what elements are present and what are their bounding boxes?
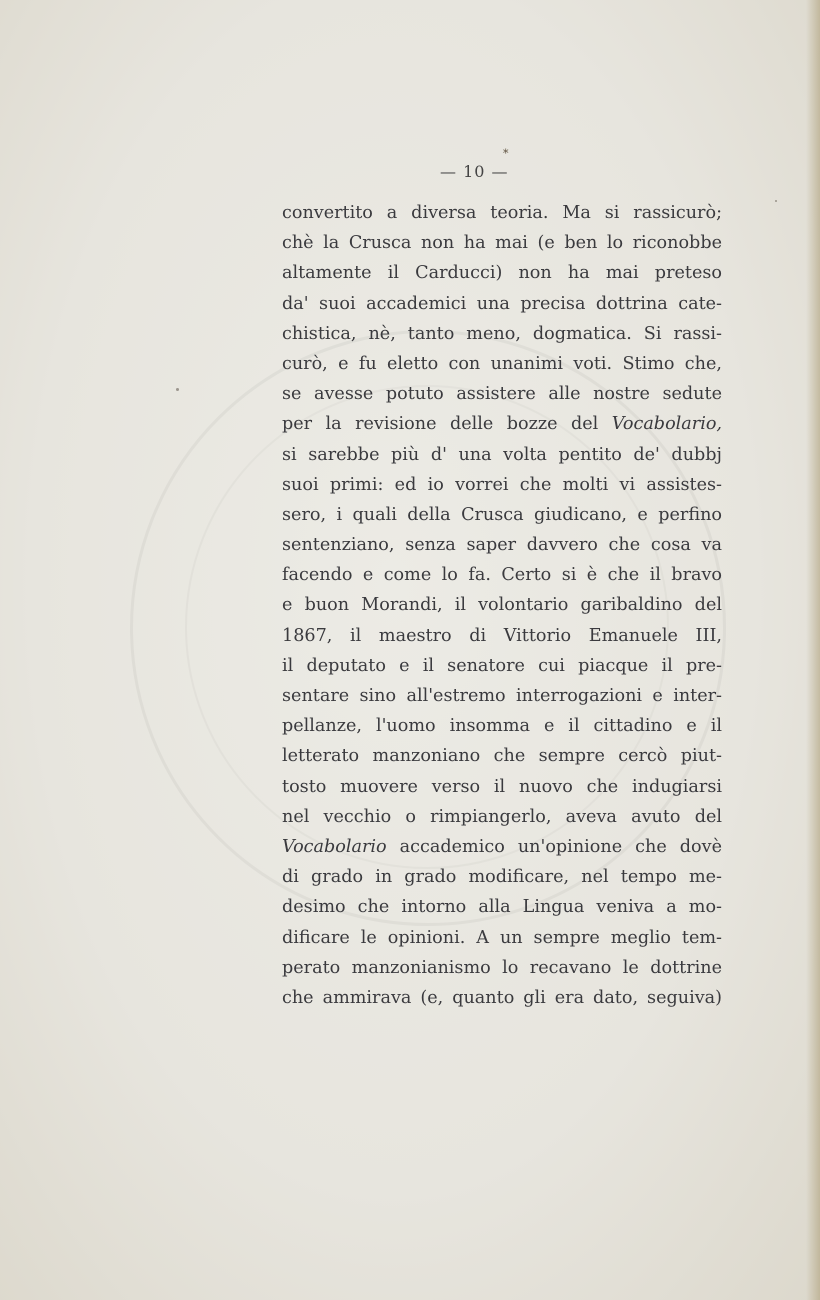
- text-line: [282, 681, 722, 711]
- text-line: [282, 923, 722, 953]
- text-fragment: di grado in grado modificare, nel tempo me-: [282, 867, 722, 888]
- text-fragment: convertito a diversa teoria. Ma si rassicurò;: [282, 203, 722, 223]
- text-line: [282, 198, 722, 228]
- text-line: [282, 892, 722, 922]
- text-fragment: che ammirava (e, quanto gli era dato, seguiva): [282, 987, 722, 1008]
- text-line: [282, 802, 722, 832]
- text-line: [282, 349, 722, 379]
- text-fragment: chistica, nè, tanto meno, dogmatica. Si rassi-: [282, 323, 722, 344]
- page-edge-shadow: [806, 0, 820, 1300]
- text-line: [282, 319, 722, 349]
- text-line: [282, 711, 722, 741]
- text-line: [282, 862, 722, 892]
- paper-speck: [775, 200, 777, 202]
- text-line: [282, 983, 722, 1013]
- text-fragment: pellanze, l'uomo insomma e il cittadino e il: [282, 716, 722, 737]
- text-line: [282, 470, 722, 500]
- body-text: [282, 198, 722, 1013]
- page-number: — 10 —: [440, 162, 509, 181]
- text-line: [282, 530, 722, 560]
- text-fragment: e buon Morandi, il volontario garibaldino del: [282, 595, 722, 616]
- text-line: [282, 379, 722, 409]
- text-line: [282, 258, 722, 288]
- text-fragment: nel vecchio o rimpiangerlo, aveva avuto del: [282, 806, 722, 827]
- text-fragment: 1867, il maestro di Vittorio Emanuele III,: [282, 625, 722, 646]
- paper-speck: [176, 388, 179, 391]
- text-fragment: accademico un'opinione che dovè: [386, 836, 722, 857]
- text-line: [282, 560, 722, 590]
- text-line: [282, 500, 722, 530]
- text-line: [282, 289, 722, 319]
- text-fragment: altamente il Carducci) non ha mai preteso: [282, 263, 722, 284]
- text-fragment: da' suoi accademici una precisa dottrina cate-: [282, 293, 722, 314]
- text-fragment: facendo e come lo fa. Certo si è che il bravo: [282, 565, 722, 586]
- text-fragment: desimo che intorno alla Lingua veniva a mo-: [282, 897, 722, 918]
- text-fragment: dificare le opinioni. A un sempre meglio tem-: [282, 927, 722, 948]
- italic-title: Vocabolario,: [611, 414, 722, 435]
- text-fragment: si sarebbe più d' una volta pentito de' dubbj: [282, 444, 722, 465]
- text-fragment: per la revisione delle bozze del: [282, 414, 612, 435]
- text-fragment: suoi primi: ed io vorrei che molti vi assistes-: [282, 474, 722, 495]
- text-line: [282, 590, 722, 620]
- text-fragment: il deputato e il senatore cui piacque il pre-: [282, 655, 722, 676]
- text-fragment: sentare sino all'estremo interrogazioni e inter-: [282, 686, 722, 706]
- text-line: [282, 409, 722, 439]
- italic-title: Vocabolario: [282, 836, 387, 857]
- text-fragment: letterato manzoniano che sempre cercò piut-: [282, 746, 722, 767]
- text-line: [282, 440, 722, 470]
- text-fragment: tosto muovere verso il nuovo che indugiarsi: [282, 776, 722, 797]
- text-fragment: se avesse potuto assistere alle nostre sedute: [282, 384, 722, 405]
- page-number-mark: *: [503, 147, 509, 160]
- text-fragment: perato manzonianismo lo recavano le dottrine: [282, 957, 722, 978]
- text-line: [282, 621, 722, 651]
- text-line: [282, 953, 722, 983]
- text-fragment: sero, i quali della Crusca giudicano, e perfino: [282, 504, 722, 525]
- text-line: [282, 772, 722, 802]
- text-fragment: chè la Crusca non ha mai (e ben lo riconobbe: [282, 233, 722, 254]
- text-line: [282, 651, 722, 681]
- text-line: [282, 741, 722, 771]
- text-line: [282, 228, 722, 258]
- text-fragment: sentenziano, senza saper davvero che cosa va: [282, 535, 722, 556]
- text-fragment: curò, e fu eletto con unanimi voti. Stimo che,: [282, 353, 722, 374]
- text-line: [282, 832, 722, 862]
